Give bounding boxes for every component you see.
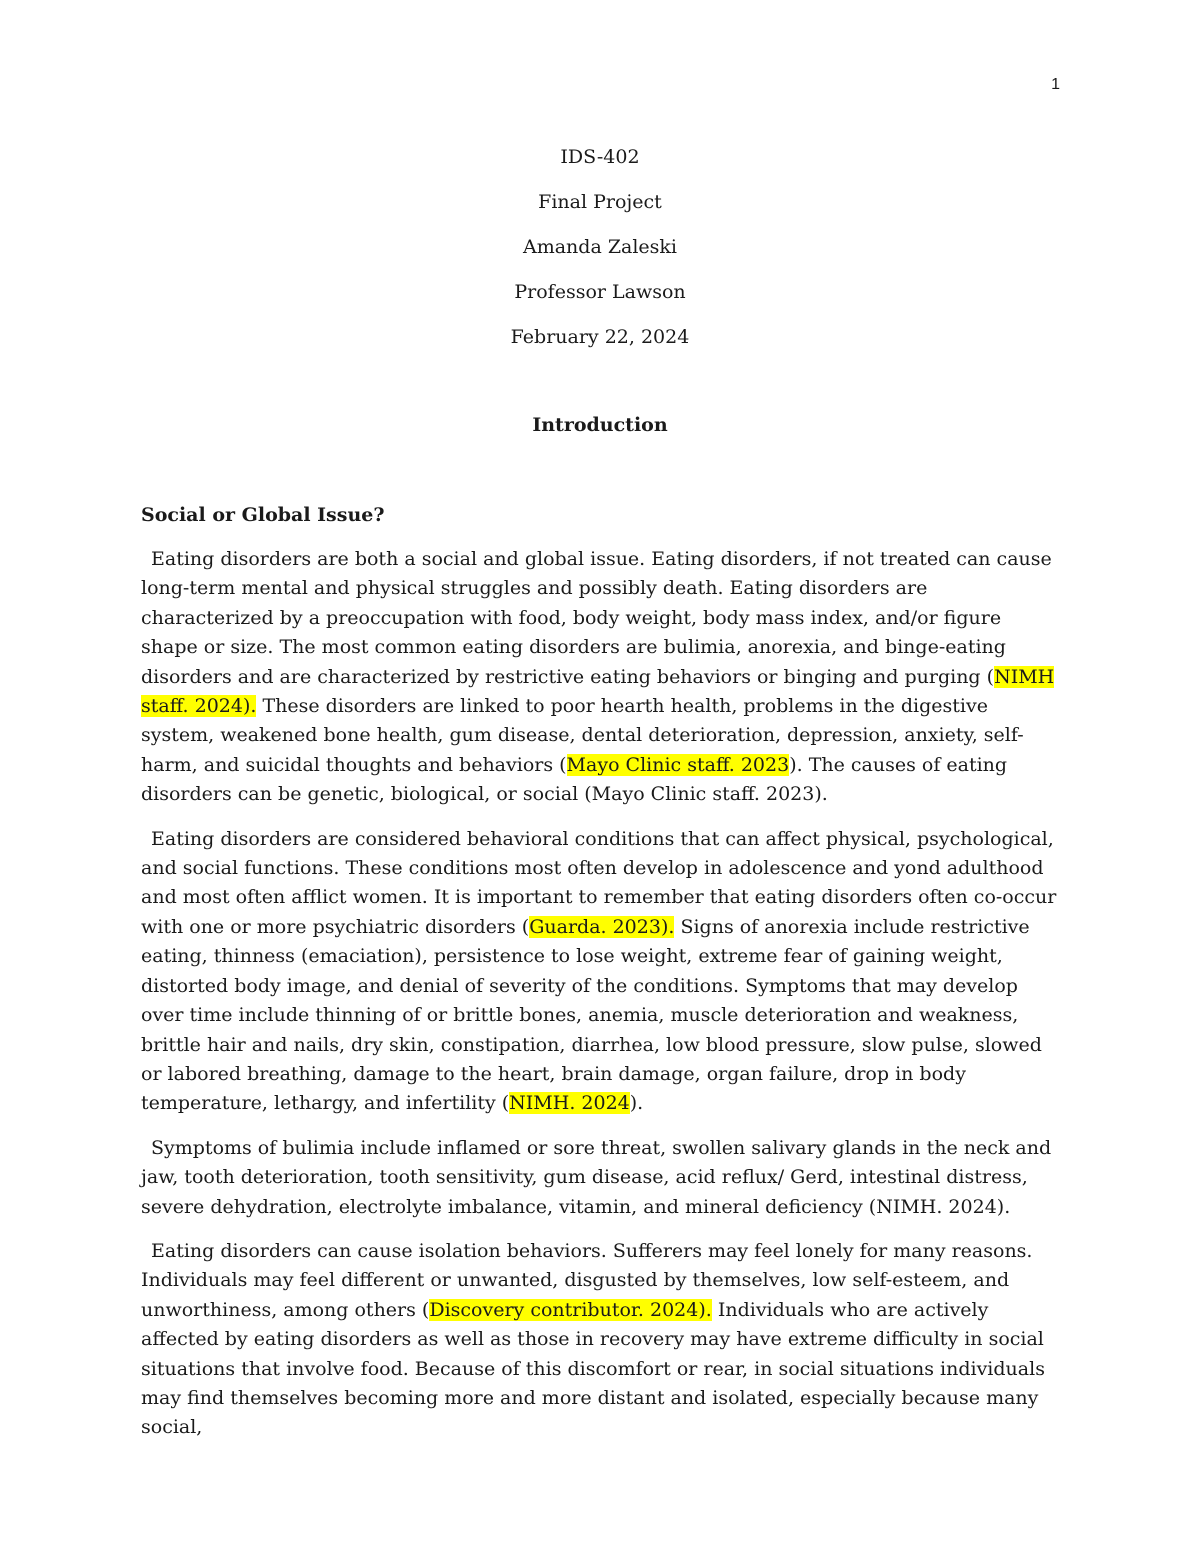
document-date: February 22, 2024: [510, 326, 690, 348]
paragraph-text: Eating disorders are considered behavioral conditions that can affect physical, psychological, and social functions. These conditions most often develop in adolescence and yond adulthood and most often afflict women. It is important to remember that eating disorders often co-occur with one or more psychiatric disorders (: [141, 827, 1057, 938]
instructor-name: Professor Lawson: [514, 281, 686, 303]
highlighted-citation: Guarda. 2023).: [529, 915, 675, 938]
author-name: Amanda Zaleski: [522, 236, 678, 258]
course-code: IDS-402: [560, 146, 640, 168]
highlighted-citation: Mayo Clinic staff. 2023: [566, 753, 790, 776]
paragraph-2: [141, 825, 1061, 1119]
paragraph-text: Signs of anorexia include restrictive eating, thinness (emaciation), persistence to lose weight, extreme fear of gaining weight, distorted body image, and denial of severity of the conditions. Symptoms that may develop over time include thinning of or brittle bones, anemia, muscle deterioration and weakness, brittle hair and nails, dry skin, constipation, diarrhea, low blood pressure, slow pulse, slowed or labored breathing, damage to the heart, brain damage, organ failure, drop in body temperature, lethargy, and infertility (: [141, 915, 1042, 1115]
paragraph-text: Individuals who are actively affected by eating disorders as well as those in recovery may have extreme difficulty in social situations that involve food. Because of this discomfort or rear, in social situations individuals may find themselves becoming more and more distant and isolated, especially because many social,: [141, 1298, 1045, 1439]
section-heading: Introduction: [532, 414, 668, 436]
highlighted-citation: Discovery contributor. 2024).: [429, 1298, 712, 1321]
paragraph-text: Eating disorders can cause isolation behaviors. Sufferers may feel lonely for many reasons. Individuals may feel different or unwanted, disgusted by themselves, low self-esteem, and unworthiness, among others (: [141, 1239, 1033, 1321]
sub-heading: Social or Global Issue?: [141, 504, 385, 526]
paragraph-4: [141, 1237, 1061, 1443]
paragraph-text: ). The causes of eating disorders can be genetic, biological, or social (Mayo Clinic staff. 2023).: [141, 753, 1008, 806]
paragraph-text: These disorders are linked to poor hearth health, problems in the digestive system, weakened bone health, gum disease, dental deterioration, depression, anxiety, self-harm, and suicidal thoughts and behaviors (: [141, 695, 1024, 776]
page-number: 1: [1051, 76, 1060, 93]
paragraph-1: [141, 545, 1061, 810]
assignment-title: Final Project: [538, 191, 662, 213]
paragraph-text: ).: [629, 1092, 644, 1115]
paragraph-3: [141, 1134, 1061, 1222]
highlighted-citation: NIMH. 2024: [509, 1092, 630, 1115]
title-block: [0, 142, 1200, 367]
highlighted-citation: NIMH staff. 2024).: [141, 665, 1055, 718]
body-text: [141, 545, 1061, 1458]
paragraph-text: Symptoms of bulimia include inflamed or sore threat, swollen salivary glands in the neck and jaw, tooth deterioration, tooth sensitivity, gum disease, acid reflux/ Gerd, intestinal distress, severe dehydration, electrolyte imbalance, vitamin, and mineral deficiency (NIMH. 2024).: [141, 1136, 1052, 1218]
paragraph-text: Eating disorders are both a social and global issue. Eating disorders, if not treated can cause long-term mental and physical struggles and possibly death. Eating disorders are characterized by a preoccupation with food, body weight, body mass index, and/or figure shape or size. The most common eating disorders are bulimia, anorexia, and binge-eating disorders and are characterized by restrictive eating behaviors or binging and purging (: [141, 548, 1052, 688]
